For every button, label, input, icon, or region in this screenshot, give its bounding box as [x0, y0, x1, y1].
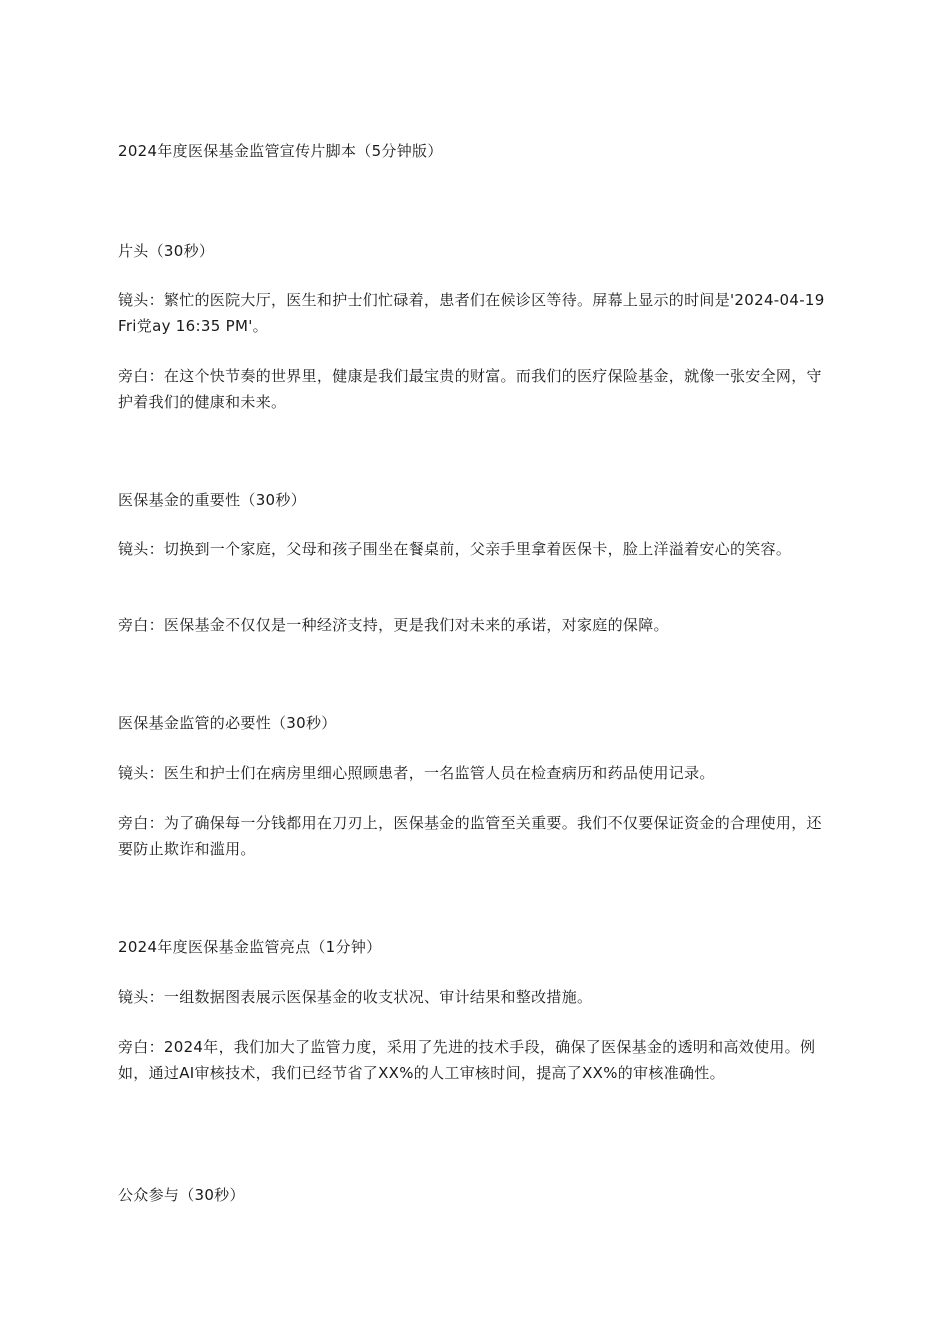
section-shot-necessity: 镜头：医生和护士们在病房里细心照顾患者，一名监管人员在检查病历和药品使用记录。 [118, 764, 715, 782]
section-heading-importance: 医保基金的重要性（30秒） [118, 491, 306, 509]
section-heading-necessity: 医保基金监管的必要性（30秒） [118, 714, 337, 732]
section-shot-highlights: 镜头：一组数据图表展示医保基金的收支状况、审计结果和整改措施。 [118, 988, 593, 1006]
section-narration-importance: 旁白：医保基金不仅仅是一种经济支持，更是我们对未来的承诺，对家庭的保障。 [118, 616, 669, 634]
section-shot-importance: 镜头：切换到一个家庭，父母和孩子围坐在餐桌前，父亲手里拿着医保卡，脸上洋溢着安心的笑容。 [118, 540, 792, 558]
section-shot-opening: 镜头：繁忙的医院大厅，医生和护士们忙碌着，患者们在候诊区等待。屏幕上显示的时间是'2024-04-19 Fri党ay 16:35 PM'。 [118, 291, 825, 335]
section-heading-highlights: 2024年度医保基金监管亮点（1分钟） [118, 938, 382, 956]
section-narration-necessity: 旁白：为了确保每一分钱都用在刀刃上，医保基金的监管至关重要。我们不仅要保证资金的合理使用，还要防止欺诈和滥用。 [118, 814, 822, 858]
section-narration-opening: 旁白：在这个快节奏的世界里，健康是我们最宝贵的财富。而我们的医疗保险基金，就像一张安全网，守护着我们的健康和未来。 [118, 367, 822, 411]
section-heading-public: 公众参与（30秒） [118, 1186, 245, 1204]
section-heading-opening: 片头（30秒） [118, 242, 215, 260]
section-narration-highlights: 旁白：2024年，我们加大了监管力度，采用了先进的技术手段，确保了医保基金的透明和高效使用。例如，通过AI审核技术，我们已经节省了XX%的人工审核时间，提高了XX%的审核准确性。 [118, 1038, 816, 1082]
document-title: 2024年度医保基金监管宣传片脚本（5分钟版） [118, 142, 443, 160]
